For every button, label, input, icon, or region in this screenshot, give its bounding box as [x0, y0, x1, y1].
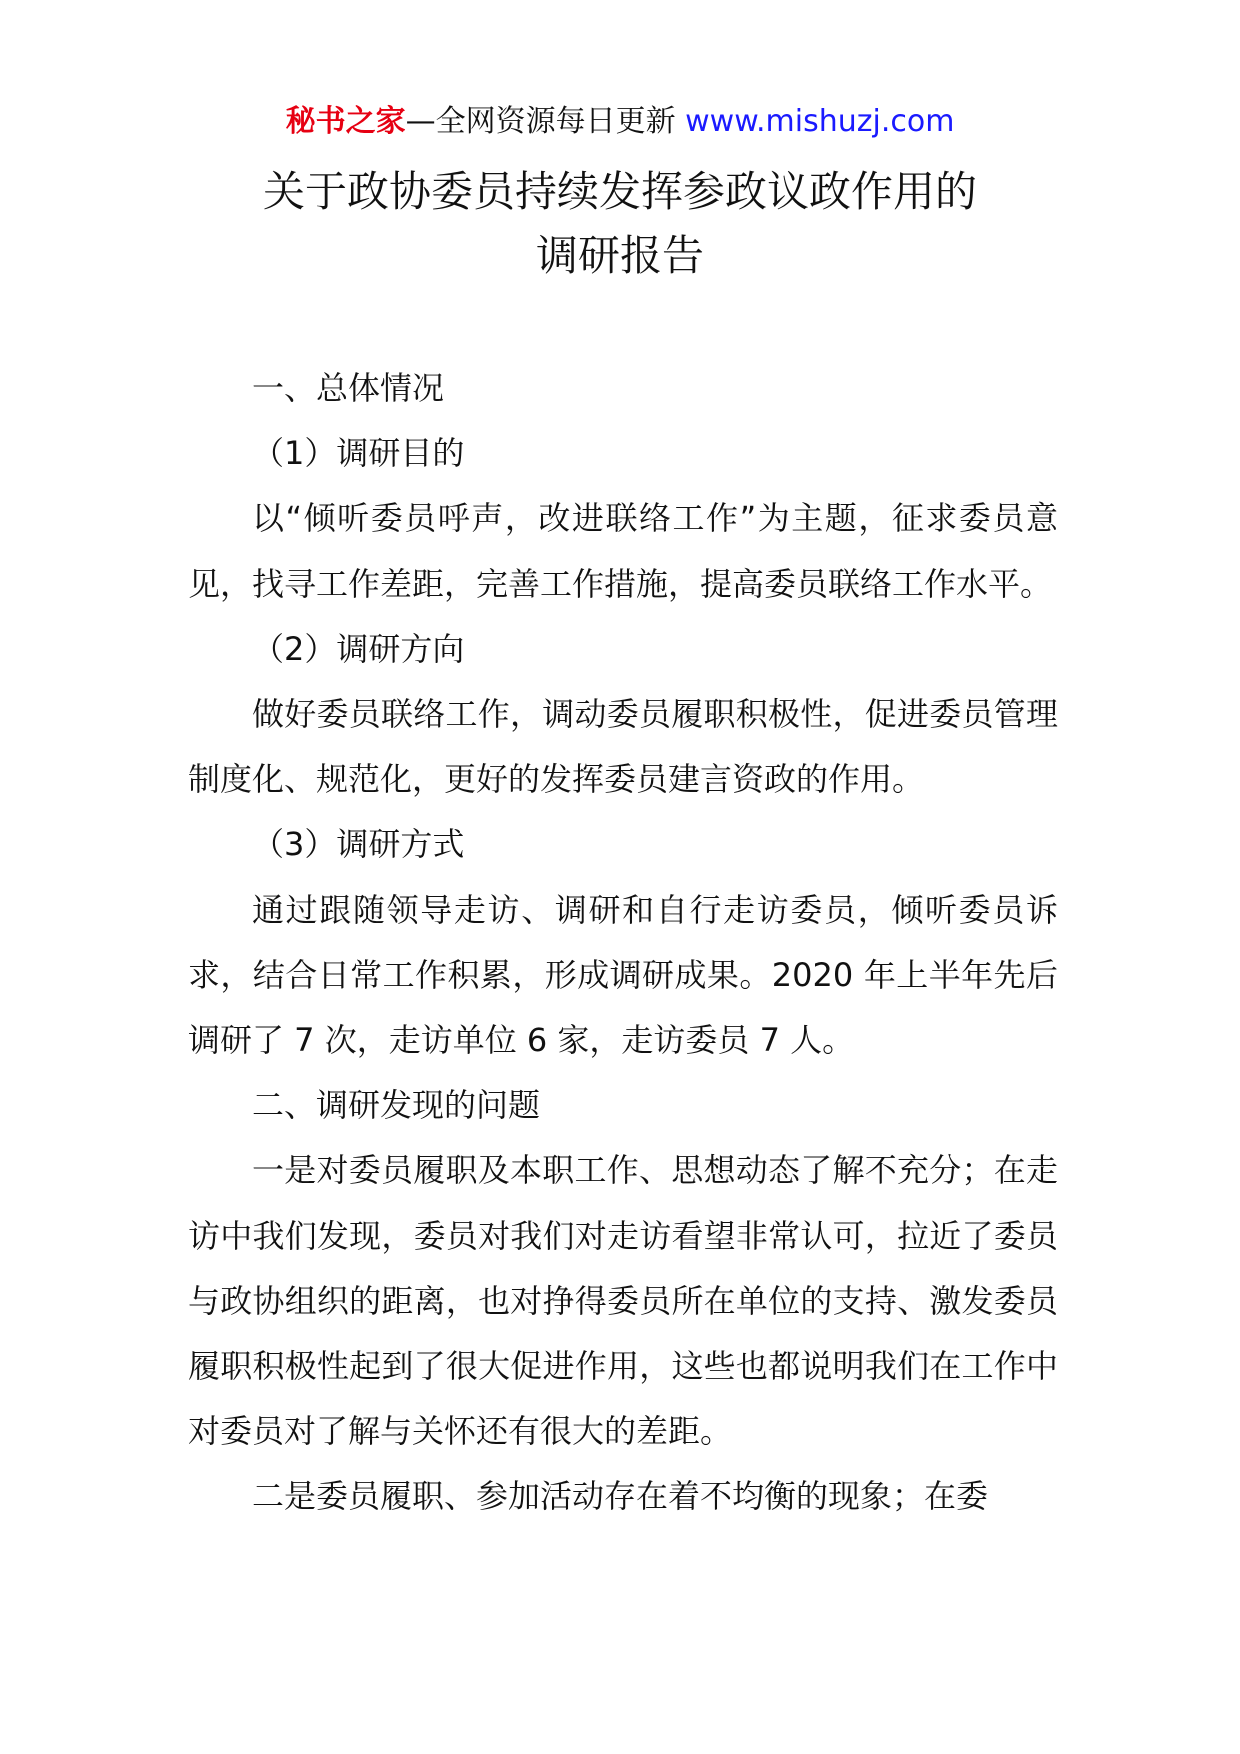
document-body — [188, 356, 1058, 1530]
paragraph: 一是对委员履职及本职工作、思想动态了解不充分；在走访中我们发现，委员对我们对走访看望非常认可，拉近了委员与政协组织的距离，也对挣得委员所在单位的支持、激发委员履职积极性起到了很大促进作用，这些也都说明我们在工作中对委员对了解与关怀还有很大的差距。 — [188, 1151, 1058, 1451]
brand-url[interactable]: www.mishuzj.com — [685, 104, 955, 139]
title-line-2: 调研报告 — [535, 231, 704, 280]
section-heading: 一、总体情况 — [252, 369, 445, 407]
document-title — [0, 160, 1240, 288]
paragraph: 通过跟随领导走访、调研和自行走访委员，倾听委员诉求，结合日常工作积累，形成调研成果。2020 年上半年先后调研了 7 次，走访单位 6 家，走访委员 7 人。 — [188, 890, 1058, 1060]
title-line-1: 关于政协委员持续发挥参政议政作用的 — [262, 167, 977, 216]
brand-name: 秘书之家 — [285, 104, 406, 139]
subsection-heading: （2）调研方向 — [252, 629, 465, 668]
subsection-heading: （3）调研方式 — [252, 825, 465, 864]
paragraph: 做好委员联络工作，调动委员履职积极性，促进委员管理制度化、规范化，更好的发挥委员建言资政的作用。 — [188, 695, 1058, 799]
brand-slogan: —全网资源每日更新 — [405, 104, 686, 139]
section-heading: 二、调研发现的问题 — [252, 1086, 541, 1125]
subsection-heading: （1）调研目的 — [252, 434, 465, 473]
paragraph: 二是委员履职、参加活动存在着不均衡的现象；在委 — [252, 1477, 989, 1516]
paragraph: 以“倾听委员呼声，改进联络工作”为主题，征求委员意见，找寻工作差距，完善工作措施，提高委员联络工作水平。 — [188, 499, 1058, 603]
watermark-header — [0, 100, 1240, 144]
